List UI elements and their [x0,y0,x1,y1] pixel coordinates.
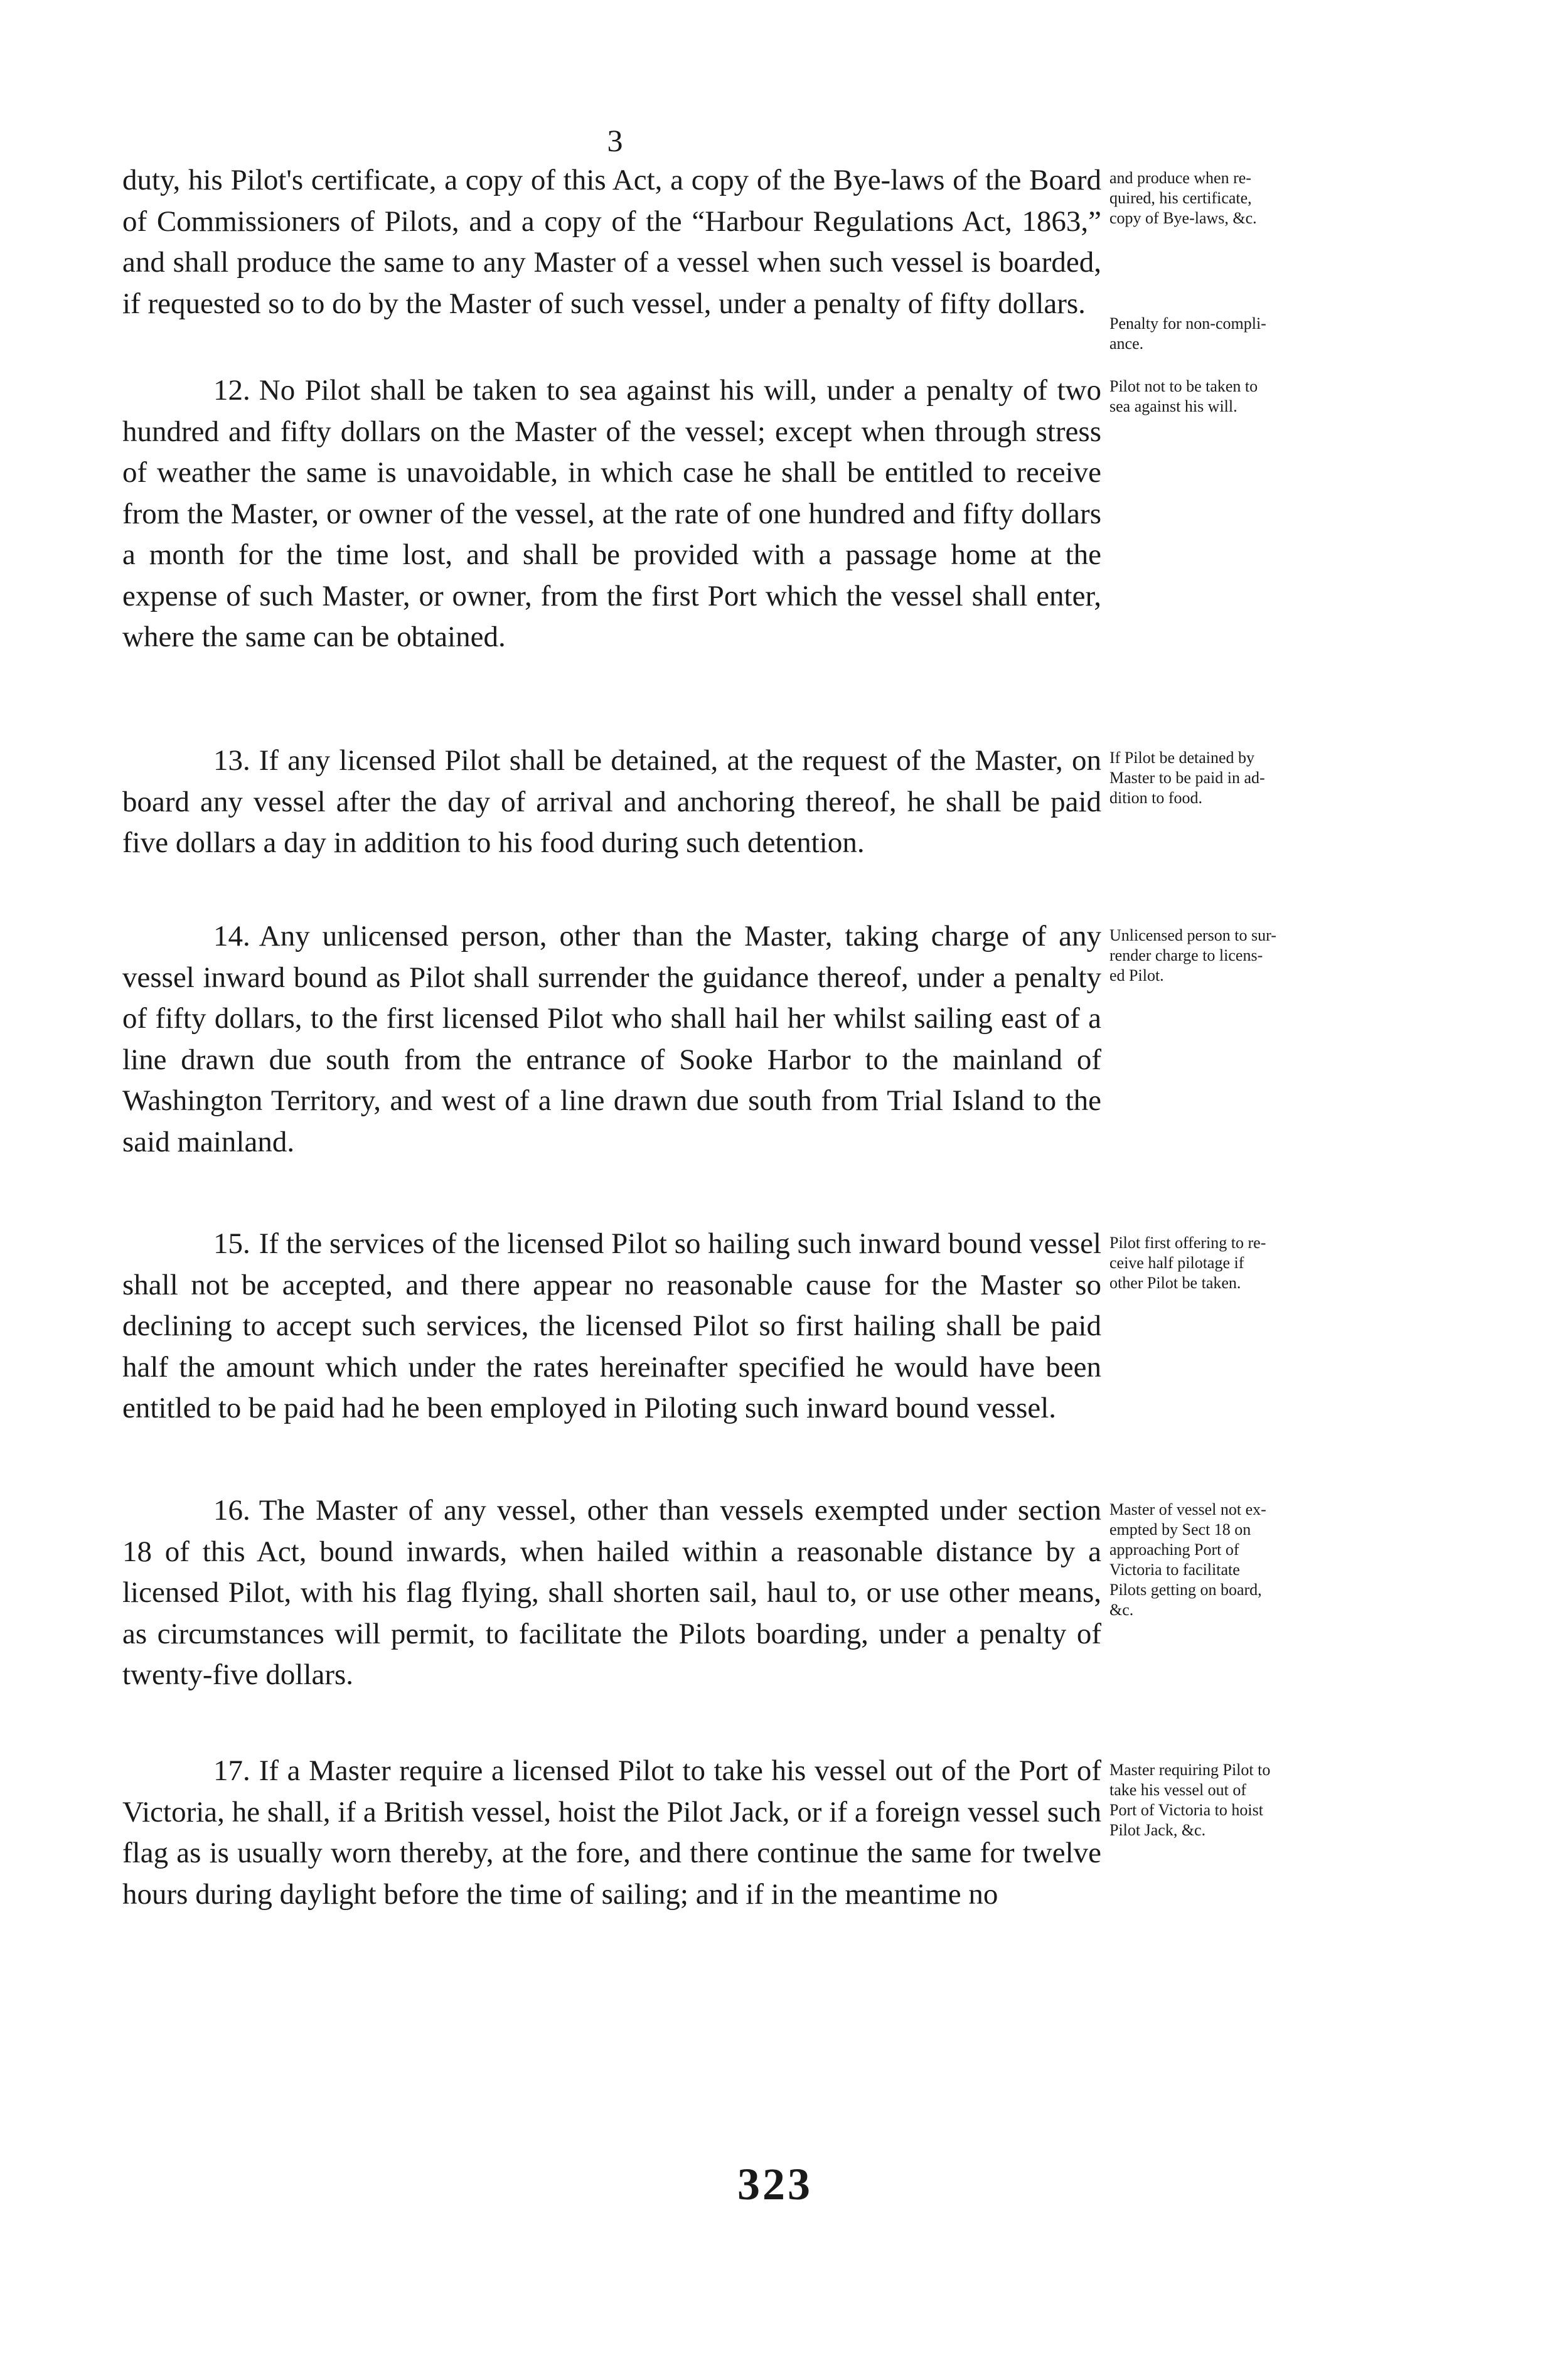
section-number: 12. [213,374,250,407]
section-number: 14. [213,920,250,953]
margin-note-line: Pilot not to be taken to [1109,377,1258,395]
margin-note-line: ceive half pilotage if [1109,1254,1244,1272]
section-15 [122,1224,1101,1429]
margin-note-section-17 [1109,1760,1357,1840]
margin-note-line: and produce when re- [1109,169,1251,187]
section-number: 13. [213,744,250,777]
section-continuation [122,160,1101,324]
margin-note-line: take his vessel out of [1109,1781,1247,1799]
section-14 [122,916,1101,1163]
margin-note-line: &c. [1109,1601,1134,1619]
margin-note-line: empted by Sect 18 on [1109,1520,1251,1539]
margin-note-line: sea against his will. [1109,397,1237,415]
margin-note-section-13 [1109,748,1357,808]
section-number: 17. [213,1754,250,1787]
margin-note-line: dition to food. [1109,789,1203,807]
margin-note-line: copy of Bye-laws, &c. [1109,209,1257,227]
margin-note-line: Pilot first offering to re- [1109,1234,1266,1252]
margin-note-section-16 [1109,1500,1357,1620]
section-text: If any licensed Pilot shall be detained, at the request of the Master, on board any vessel after the day of arrival and anchoring thereof, he shall be paid five dollars a day in addition to his food during such detention. [122,744,1101,859]
section-13 [122,740,1101,864]
margin-note-line: render charge to licens- [1109,946,1263,964]
margin-note-line: Port of Victoria to hoist [1109,1801,1263,1819]
margin-note-line: Victoria to facilitate [1109,1561,1240,1579]
section-text: Any unlicensed person, other than the Master, taking charge of any vessel inward bound as Pilot shall surrender the guidance thereof, under a penalty of fifty dollars, to the first licensed Pilot who shall hail her whilst sailing east of a line drawn due south from the entrance of Sooke Harbor to the mainland of Washington Territory, and west of a line drawn due south from Trial Island to the said mainland. [122,920,1101,1158]
margin-note-section-14 [1109,926,1357,986]
section-text: No Pilot shall be taken to sea against his will, under a penalty of two hundred and fifty dollars on the Master of the vessel; except when through stress of weather the same is unavoidable, in which case he shall be entitled to receive from the Master, or owner of the vessel, at the rate of one hundred and fifty dollars a month for the time lost, and shall be provided with a passage home at the expense of such Master, or owner, from the first Port which the vessel shall enter, where the same can be obtained. [122,374,1101,653]
section-number: 15. [213,1227,250,1260]
margin-note-section-12 [1109,376,1357,417]
margin-note-produce-certificate [1109,168,1357,228]
section-number: 16. [213,1494,250,1527]
margin-note-penalty [1109,314,1357,354]
footer-page-number: 323 [737,2159,813,2209]
section-16 [122,1490,1101,1696]
margin-note-line: other Pilot be taken. [1109,1274,1241,1292]
margin-note-line: Master requiring Pilot to [1109,1761,1271,1779]
margin-note-line: Penalty for non-compli- [1109,314,1266,333]
margin-note-line: Pilot Jack, &c. [1109,1821,1206,1839]
section-text: If a Master require a licensed Pilot to take his vessel out of the Port of Victoria, he shall, if a British vessel, hoist the Pilot Jack, or if a foreign vessel such flag as is usually worn thereby, at the fore, and there continue the same for twelve hours during daylight before the time of sailing; and if in the meantime no [122,1754,1101,1911]
section-12 [122,370,1101,658]
margin-note-line: ance. [1109,334,1144,353]
section-text: If the services of the licensed Pilot so hailing such inward bound vessel shall not be accepted, and there appear no reasonable cause for the Master so declining to accept such services, the licensed Pilot so first hailing shall be paid half the amount which under the rates hereinafter specified he would have been entitled to be paid had he been employed in Piloting such inward bound vessel. [122,1227,1101,1424]
section-text: The Master of any vessel, other than vessels exempted under section 18 of this Act, bound inwards, when hailed within a reasonable distance by a licensed Pilot, with his flag flying, shall shorten sail, haul to, or use other means, as circumstances will permit, to facilitate the Pilots boarding, under a penalty of twenty-five dollars. [122,1494,1101,1691]
margin-note-line: ed Pilot. [1109,966,1164,985]
margin-note-line: Master of vessel not ex- [1109,1500,1266,1518]
margin-note-line: Pilots getting on board, [1109,1581,1262,1599]
section-text: duty, his Pilot's certificate, a copy of this Act, a copy of the Bye-laws of the Board of Commissioners of Pilots, and a copy of the “Harbour Regulations Act, 1863,” and shall produce the same to any Master of a vessel when such vessel is boarded, if requested so to do by the Master of such vessel, under a penalty of fifty dollars. [122,164,1101,320]
margin-note-line: Master to be paid in ad- [1109,769,1265,787]
margin-note-line: If Pilot be detained by [1109,749,1255,767]
margin-note-line: Unlicensed person to sur- [1109,926,1276,944]
margin-note-section-15 [1109,1233,1357,1293]
margin-note-line: quired, his certificate, [1109,189,1252,207]
margin-note-line: approaching Port of [1109,1540,1239,1559]
section-17 [122,1751,1101,1915]
page-number: 3 [607,123,623,158]
